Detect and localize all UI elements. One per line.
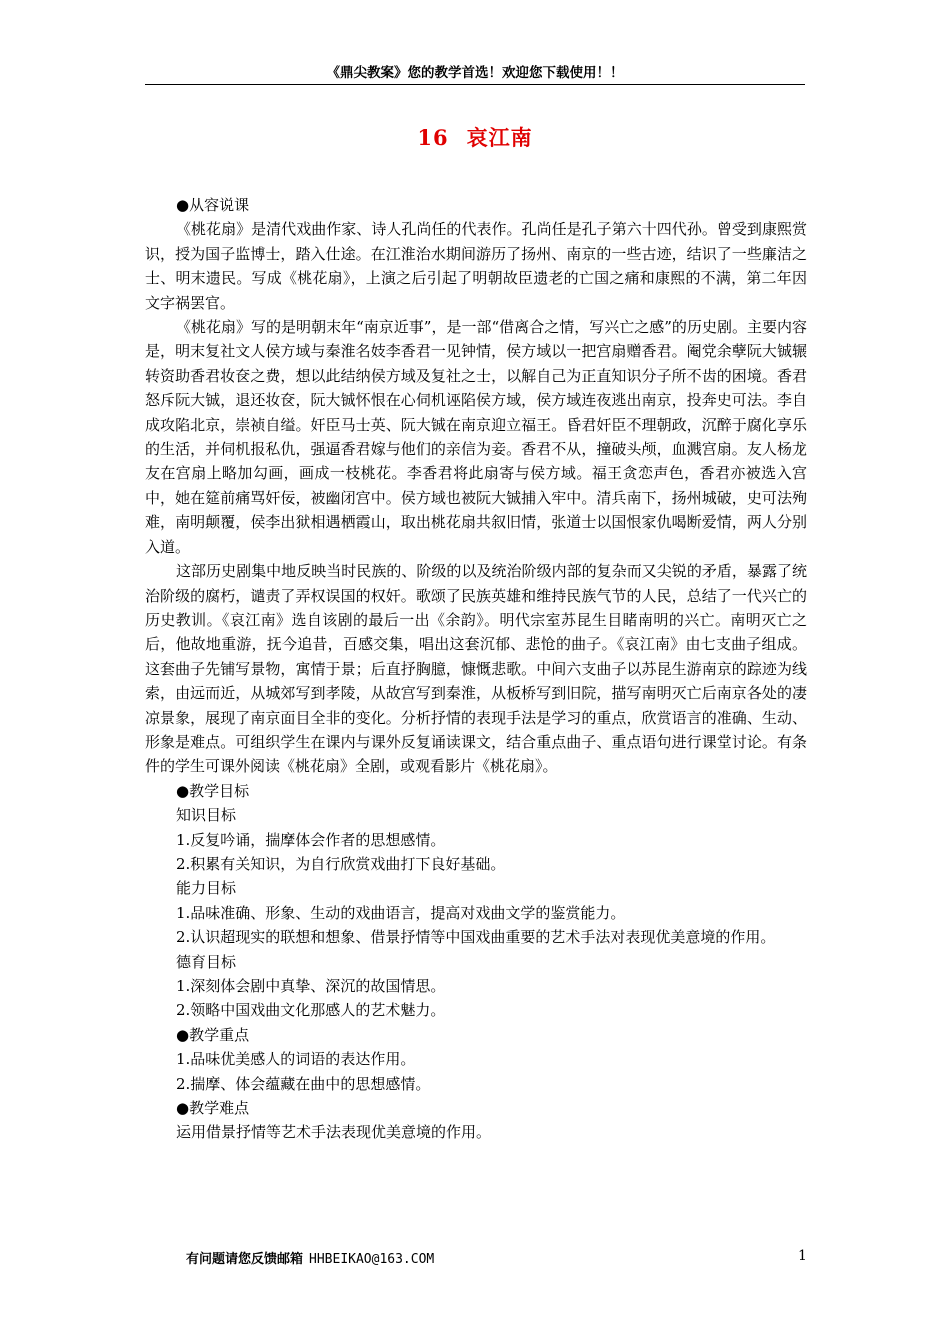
section-heading-key-points: ●教学重点	[176, 1025, 250, 1044]
footer-contact	[186, 1248, 434, 1267]
knowledge-goal-item: 2.积累有关知识，为自行欣赏戏曲打下良好基础。	[176, 854, 506, 873]
knowledge-goal-item: 1.反复吟诵，揣摩体会作者的思想感情。	[176, 830, 446, 849]
lesson-number: 16	[417, 125, 449, 150]
page-number: 1	[798, 1248, 807, 1264]
moral-goal-label: 德育目标	[176, 952, 237, 971]
ability-goal-item: 1.品味准确、形象、生动的戏曲语言，提高对戏曲文学的鉴赏能力。	[176, 903, 626, 922]
key-point-item: 2.揣摩、体会蕴藏在曲中的思想感情。	[176, 1074, 431, 1093]
page-title	[145, 122, 805, 152]
intro-paragraph: 这部历史剧集中地反映当时民族的、阶级的以及统治阶级内部的复杂而又尖锐的矛盾，暴露了统治阶级的腐朽，谴责了弄权误国的权奸。歌颂了民族英雄和维持民族气节的人民，总结了一代兴亡的历史教训。《哀江南》选自该剧的最后一出《余韵》。明代宗室苏昆生目睹南明的兴亡。南明灭亡之后，他故地重游，抚今追昔，百感交集，唱出这套沉郁、悲怆的曲子。《哀江南》由七支曲子组成。这套曲子先铺写景物，寓情于景；后直抒胸臆，慷慨悲歌。中间六支曲子以苏昆生游南京的踪迹为线索，由远而近，从城郊写到孝陵，从故宫写到秦淮，从板桥写到旧院，描写南明灭亡后南京各处的凄凉景象，展现了南京面目全非的变化。分析抒情的表现手法是学习的重点，欣赏语言的准确、生动、形象是难点。可组织学生在课内与课外反复诵读课文，结合重点曲子、重点语句进行课堂讨论。有条件的学生可课外阅读《桃花扇》全剧，或观看影片《桃花扇》。	[145, 562, 807, 776]
document-body	[145, 193, 807, 1145]
section-heading-intro: ●从容说课	[176, 196, 250, 214]
intro-paragraph: 《桃花扇》是清代戏曲作家、诗人孔尚任的代表作。孔尚任是孔子第六十四代孙。曾受到康熙赏识，授为国子监博士，踏入仕途。在江淮治水期间游历了扬州、南京的一些古迹，结识了一些廉洁之士、明末遗民。写成《桃花扇》，上演之后引起了明朝故臣遗老的亡国之痛和康熙的不满，第二年因文字祸罢官。	[145, 220, 807, 312]
knowledge-goal-label: 知识目标	[176, 806, 237, 825]
page-header: 《鼎尖教案》您的教学首选！欢迎您下载使用！！	[326, 65, 624, 81]
moral-goal-item: 1.深刻体会剧中真挚、深沉的故国情思。	[176, 977, 446, 995]
moral-goal-item: 2.领略中国戏曲文化那感人的艺术魅力。	[176, 1001, 446, 1020]
ability-goal-label: 能力目标	[176, 879, 237, 898]
section-heading-difficulty: ●教学难点	[176, 1099, 250, 1118]
lesson-title: 哀江南	[466, 125, 533, 150]
difficulty-text: 运用借景抒情等艺术手法表现优美意境的作用。	[176, 1123, 492, 1142]
section-heading-goals: ●教学目标	[176, 781, 250, 800]
header-divider	[145, 84, 805, 85]
ability-goal-item: 2.认识超现实的联想和想象、借景抒情等中国戏曲重要的艺术手法对表现优美意境的作用。	[176, 928, 776, 947]
footer-email: HHBEIKAO@163.COM	[309, 1252, 435, 1267]
key-point-item: 1.品味优美感人的词语的表达作用。	[176, 1050, 416, 1069]
intro-paragraph: 《桃花扇》写的是明朝末年“南京近事”，是一部“借离合之情，写兴亡之感”的历史剧。主要内容是，明末复社文人侯方域与秦淮名妓李香君一见钟情，侯方域以一把宫扇赠香君。阉党余孽阮大铖辗转资助香君妆奁之费，想以此结纳侯方域及复社之士，以解自己为正直知识分子所不齿的困境。香君怒斥阮大铖，退还妆奁，阮大铖怀恨在心伺机诬陷侯方域，侯方域连夜逃出南京，投奔史可法。李自成攻陷北京，崇祯自缢。奸臣马士英、阮大铖在南京迎立福王。昏君奸臣不理朝政，沉醉于腐化享乐的生活，并伺机报私仇，强逼香君嫁与他们的亲信为妾。香君不从，撞破头颅，血溅宫扇。友人杨龙友在宫扇上略加勾画，画成一枝桃花。李香君将此扇寄与侯方域。福王贪恋声色，香君亦被选入宫中，她在筵前痛骂奸佞，被幽闭宫中。侯方域也被阮大铖捕入牢中。清兵南下，扬州城破，史可法殉难，南明颠覆，侯李出狱相遇栖霞山，取出桃花扇共叙旧情，张道士以国恨家仇喝断爱情，两人分别入道。	[145, 318, 807, 556]
footer-contact-label: 有问题请您反馈邮箱	[186, 1252, 304, 1267]
